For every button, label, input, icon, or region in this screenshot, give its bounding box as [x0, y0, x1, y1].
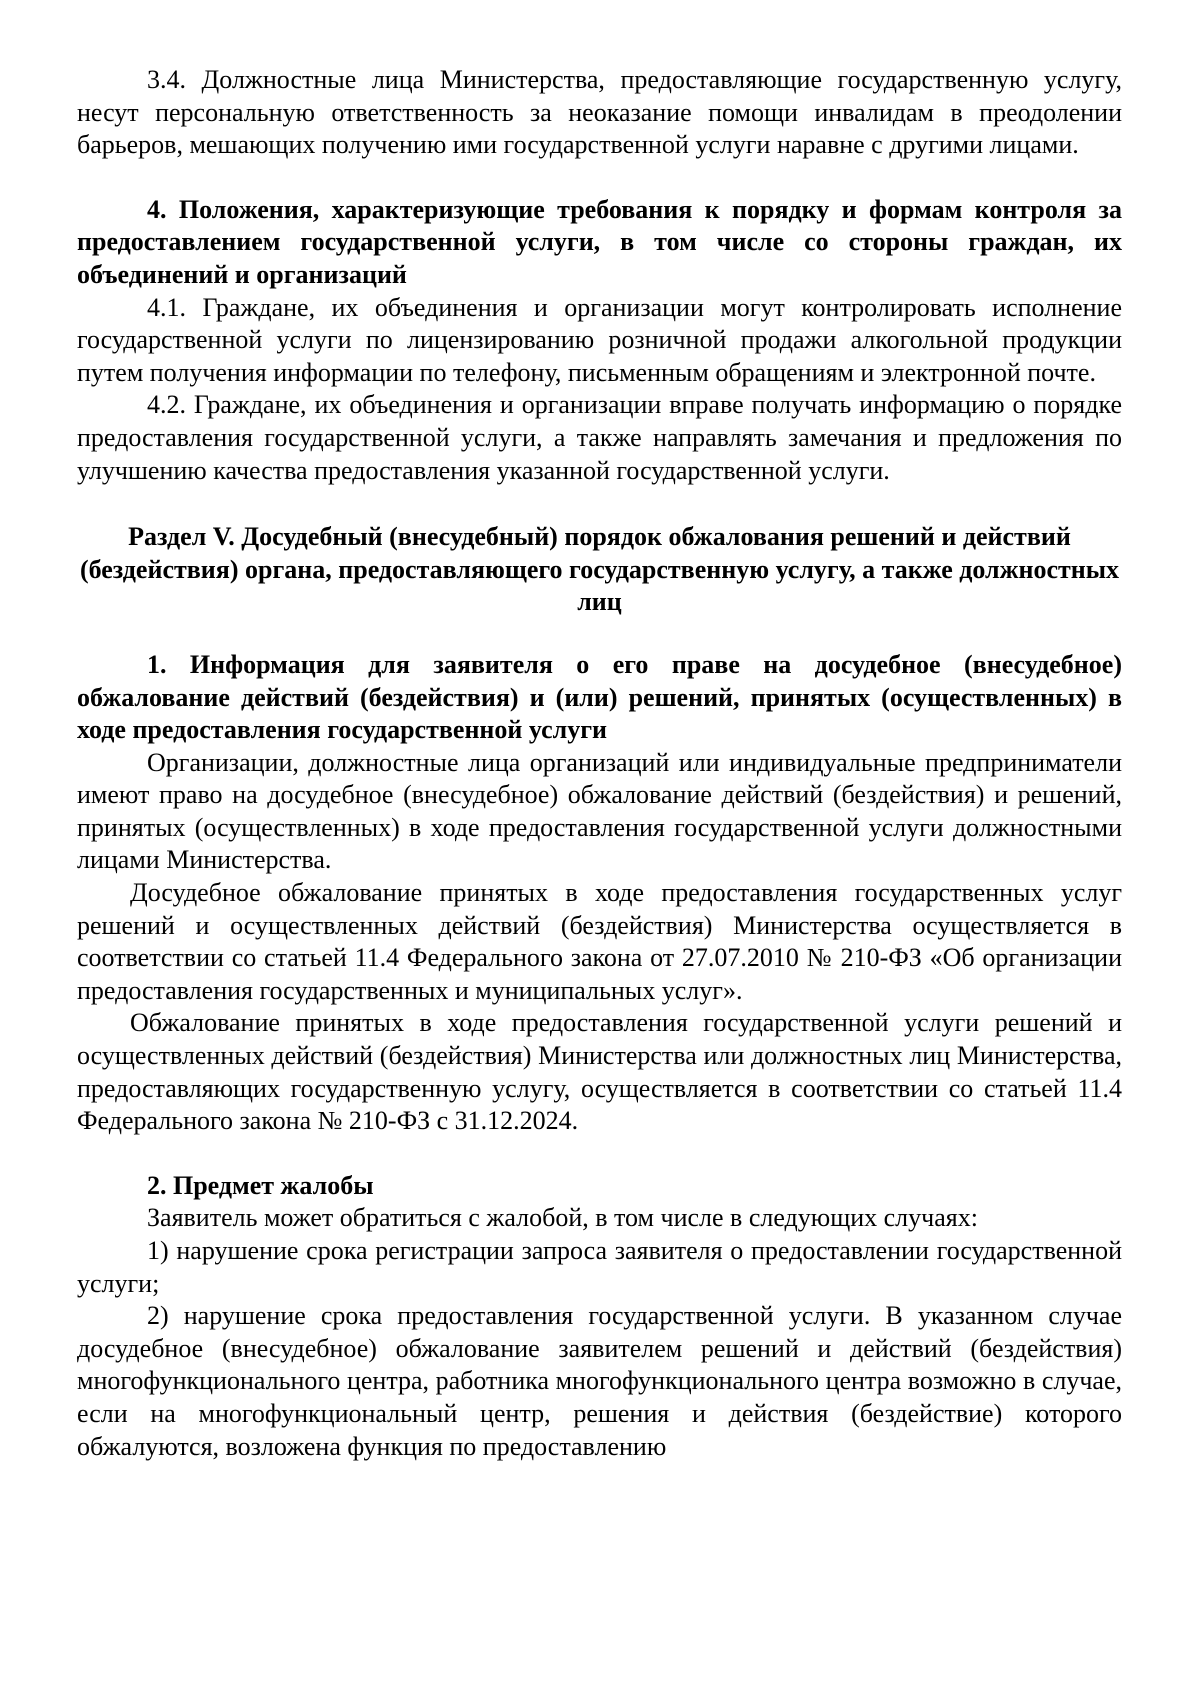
paragraph-1-c: Обжалование принятых в ходе предоставления государственной услуги решений и осуществленных действий (бездействия) Министерства или должностных лиц Министерства, предоставляющих государственную услугу, осуществляется в соответствии со статьей 11.4 Федерального закона № 210-ФЗ с 31.12.2024.	[77, 1008, 1122, 1136]
list-item-2: 2) нарушение срока предоставления государственной услуги. В указанном случае досудебное (внесудебное) обжалование заявителем решений и действий (бездействия) многофункционального центра, работника многофункционального центра возможно в случае, если на многофункциональный центр, решения и действия (бездействие) которого обжалуются, возложена функция по предоставлению	[77, 1301, 1122, 1461]
paragraph-4-2: 4.2. Граждане, их объединения и организации вправе получать информацию о порядке предоставления государственной услуги, а также направлять замечания и предложения по улучшению качества предоставления указанной государственной услуги.	[77, 390, 1122, 485]
heading-1-information: 1. Информация для заявителя о его праве на досудебное (внесудебное) обжалование действий (бездействия) и (или) решений, принятых (осуществленных) в ходе предоставления государственной услуги	[77, 649, 1122, 745]
heading-2-subject: 2. Предмет жалобы	[147, 1170, 374, 1200]
paragraph-3-4: 3.4. Должностные лица Министерства, предоставляющие государственную услугу, несут персональную ответственность за неоказание помощи инвалидам в преодолении барьеров, мешающих получению ими государственной услуги наравне с другими лицами.	[77, 65, 1122, 160]
paragraph-4-1: 4.1. Граждане, их объединения и организации могут контролировать исполнение государственной услуги по лицензированию розничной продажи алкогольной продукции путем получения информации по телефону, письменным обращениям и электронной почте.	[77, 292, 1122, 387]
paragraph-1-b: Досудебное обжалование принятых в ходе предоставления государственных услуг решений и осуществленных действий (бездействия) Министерства осуществляется в соответствии со статьей 11.4 Федерального закона от 27.07.2010 № 210-ФЗ «Об организации предоставления государственных и муниципальных услуг».	[77, 878, 1122, 1005]
paragraph-2-intro: Заявитель может обратиться с жалобой, в том числе в следующих случаях:	[147, 1203, 978, 1233]
list-item-1: 1) нарушение срока регистрации запроса заявителя о предоставлении государственной услуги;	[77, 1236, 1122, 1298]
section-v-title: Раздел V. Досудебный (внесудебный) порядок обжалования решений и действий (бездействия) органа, предоставляющего государственную услугу, а также должностных лиц	[79, 522, 1120, 617]
paragraph-1-a: Организации, должностные лица организаций или индивидуальные предприниматели имеют право на досудебное (внесудебное) обжалование действий (бездействия) и решений, принятых (осуществленных) в ходе предоставления государственной услуги должностными лицами Министерства.	[77, 747, 1122, 875]
heading-section-4: 4. Положения, характеризующие требования к порядку и формам контроля за предоставлением государственной услуги, в том числе со стороны граждан, их объединений и организаций	[77, 194, 1122, 289]
